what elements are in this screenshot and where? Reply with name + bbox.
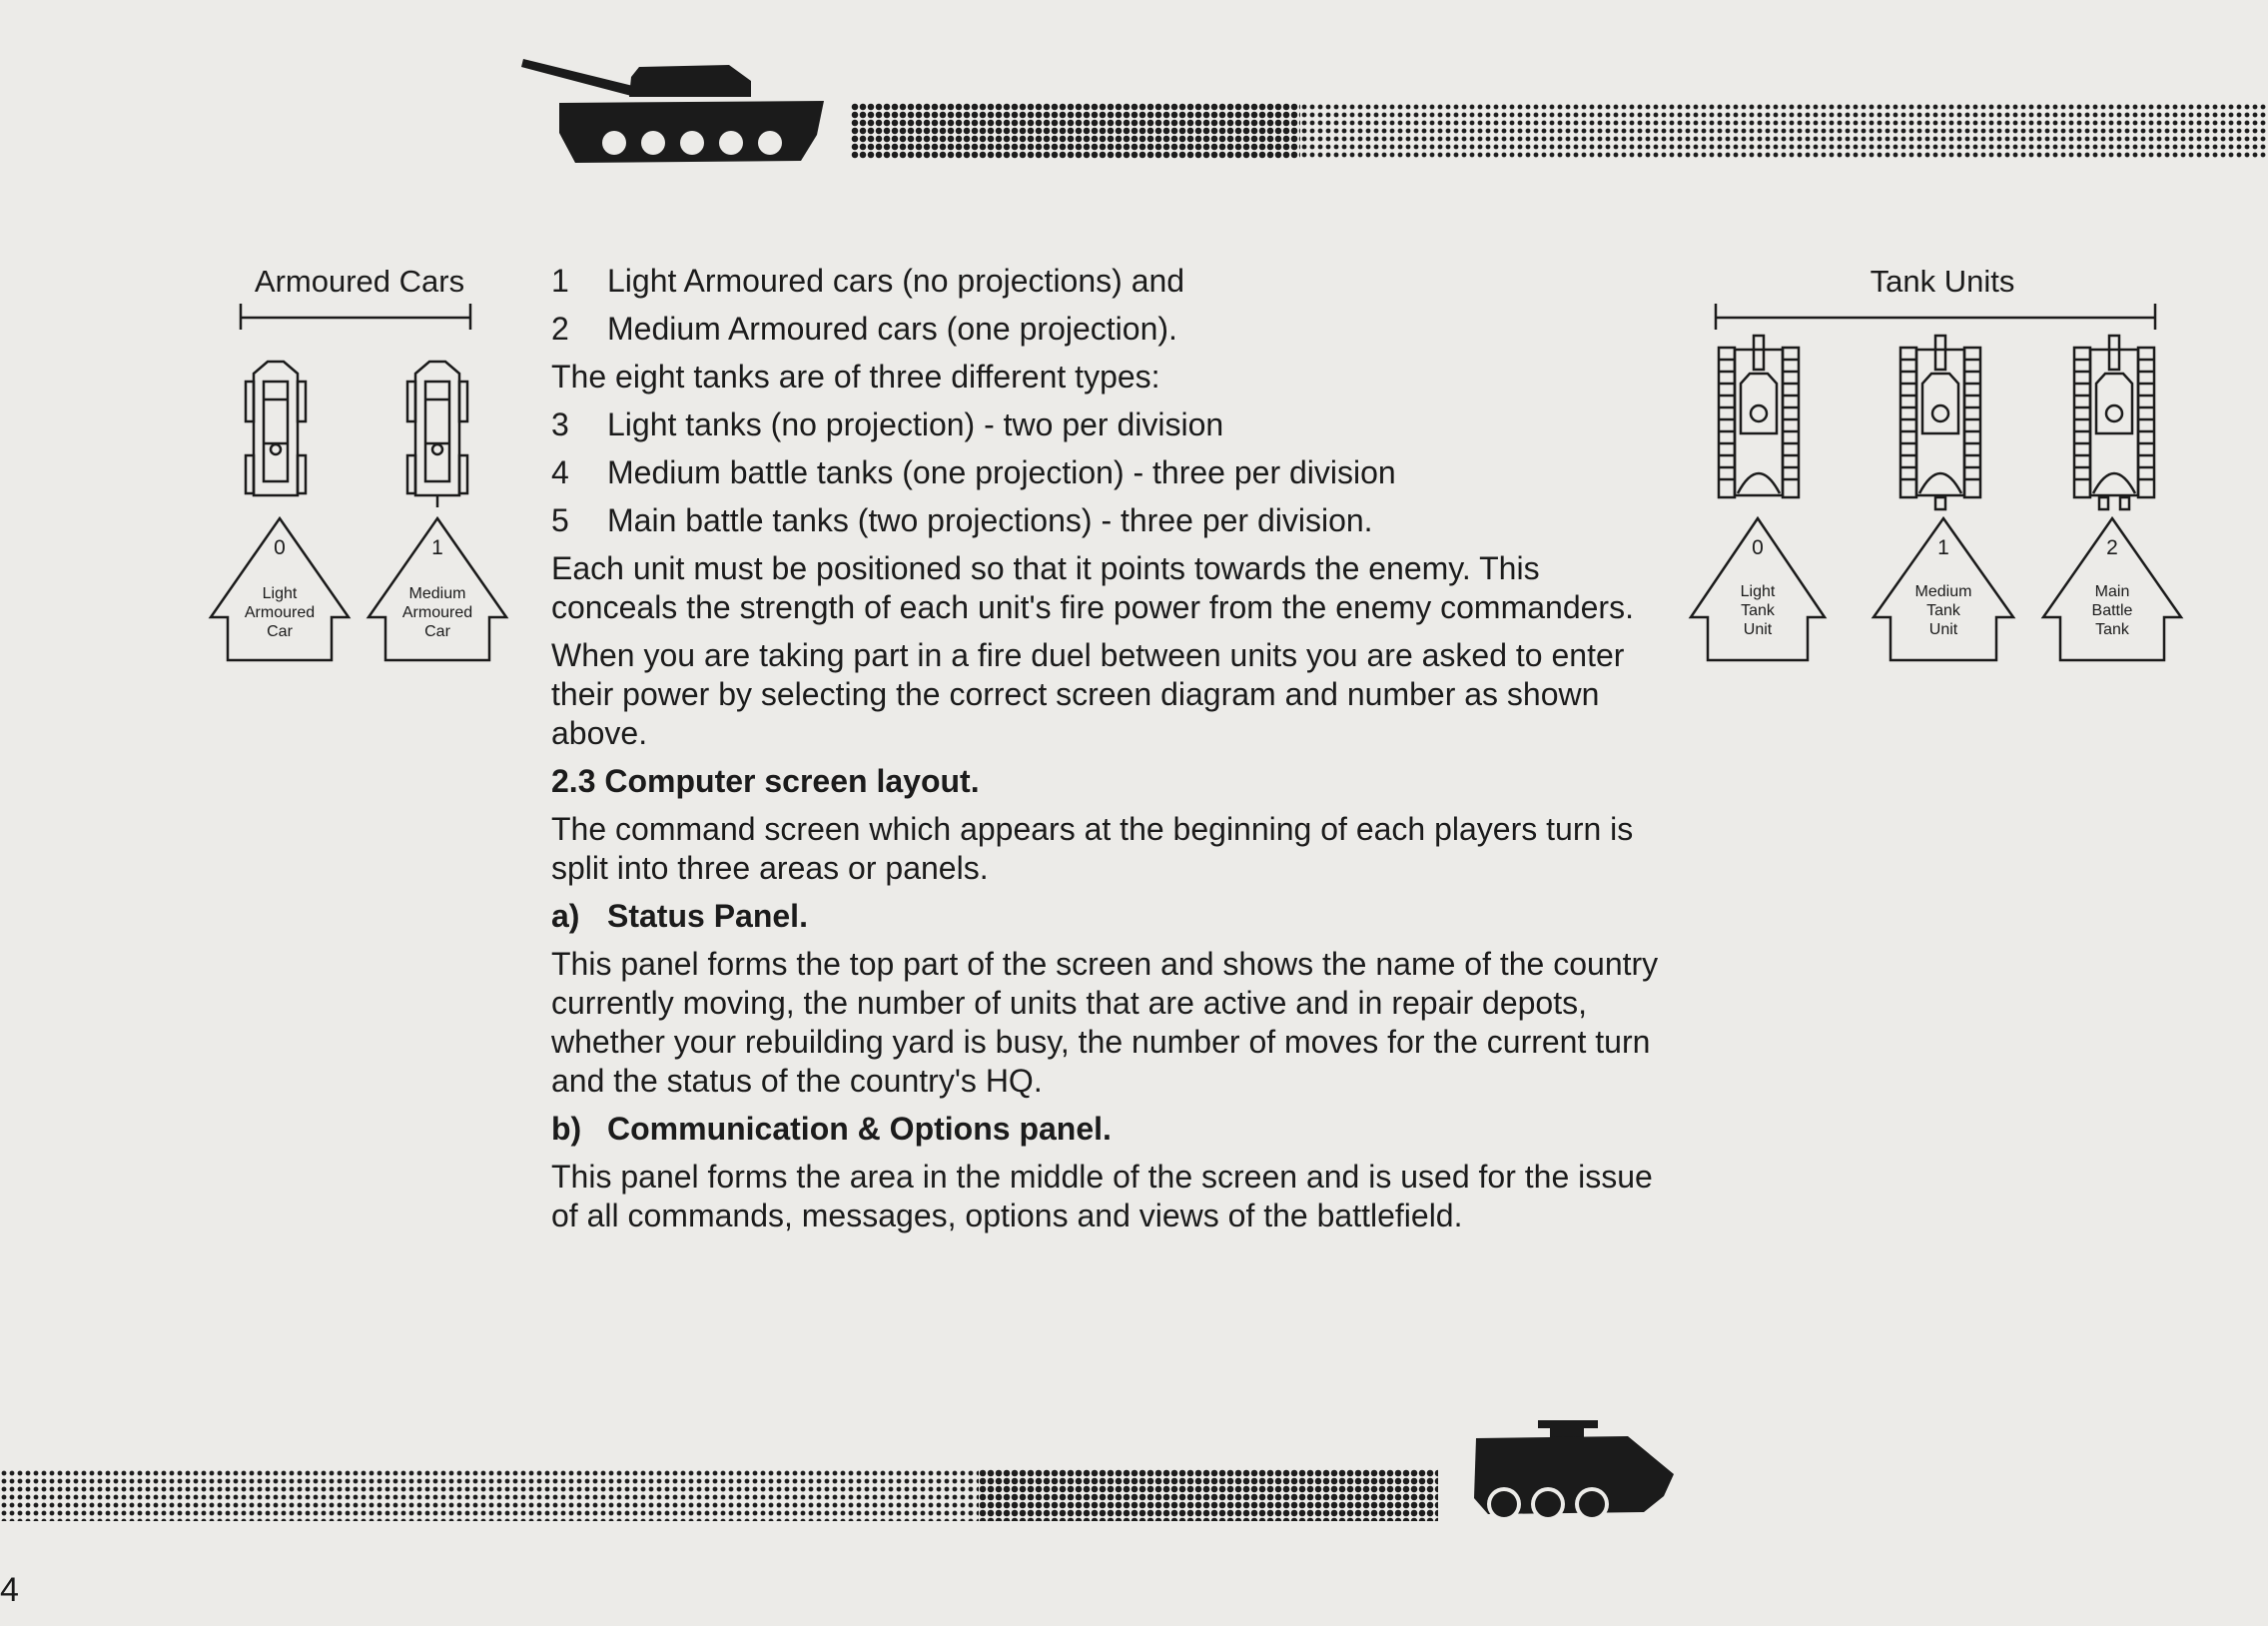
top-dotted-band-dense — [851, 103, 1300, 159]
list-item-number: 3 — [551, 406, 569, 442]
paragraph-positioning: Each unit must be positioned so that it points towards the enemy. This conceals the strength of each unit's fire power from the enemy commanders. — [551, 550, 1634, 625]
main-battle-tank-line1: Main — [2094, 583, 2130, 600]
subheading-communication-panel — [551, 1110, 1660, 1149]
list-item — [551, 501, 1660, 540]
list-item-number: 5 — [551, 502, 569, 538]
light-tank-unit-line2: Tank — [1741, 602, 1775, 619]
light-tank-icon — [1716, 334, 1802, 501]
main-text-column — [551, 262, 1660, 1244]
tank-units-bracket — [1713, 302, 2158, 332]
light-armoured-car-line3: Car — [267, 623, 293, 640]
light-armoured-car-line1: Light — [262, 585, 298, 602]
paragraph-communication-panel: This panel forms the area in the middle of the screen and is used for the issue of all commands, messages, options and views of the battlefield. — [551, 1159, 1653, 1233]
medium-tank-unit-marker — [1871, 515, 2016, 663]
subheading-text: Status Panel. — [607, 898, 808, 934]
light-armoured-car-value: 0 — [274, 536, 286, 559]
tank-silhouette-icon — [519, 55, 829, 170]
medium-armoured-car-line2: Armoured — [401, 604, 473, 621]
medium-tank-unit-line1: Medium — [1914, 583, 1972, 600]
medium-tank-unit-line2: Tank — [1926, 602, 1960, 619]
tank-units-title: Tank Units — [1870, 264, 2015, 299]
main-battle-tank-line3: Tank — [2095, 621, 2129, 638]
paragraph-command-screen: The command screen which appears at the beginning of each players turn is split into three areas or panels. — [551, 811, 1634, 886]
main-battle-tank-line2: Battle — [2091, 602, 2133, 619]
list-item-text: Medium battle tanks (one projection) - three per division — [607, 454, 1396, 490]
medium-armoured-car-icon — [401, 360, 473, 509]
list-item — [551, 406, 1660, 444]
section-number: 2.3 — [551, 763, 596, 799]
list-item-text: Light tanks (no projection) - two per division — [607, 406, 1224, 442]
bottom-dotted-band — [0, 1469, 979, 1521]
list-item — [551, 310, 1660, 349]
medium-armoured-car-line1: Medium — [408, 585, 466, 602]
page-number: 4 — [0, 1571, 19, 1609]
paragraph-fire-duel: When you are taking part in a fire duel between units you are asked to enter their power by selecting the correct screen diagram and number as shown above. — [551, 637, 1625, 751]
light-tank-unit-marker — [1688, 515, 1828, 663]
types-intro: The eight tanks are of three different types: — [551, 359, 1160, 395]
list-item-number: 1 — [551, 263, 569, 299]
light-tank-unit-line3: Unit — [1743, 621, 1773, 638]
list-item — [551, 453, 1660, 492]
list-item-number: 2 — [551, 311, 569, 347]
light-armoured-car-icon — [240, 360, 312, 499]
armoured-cars-bracket — [238, 302, 473, 332]
main-battle-tank-icon — [2071, 334, 2157, 513]
list-item-text: Main battle tanks (two projections) - three per division. — [607, 502, 1373, 538]
light-tank-unit-line1: Light — [1740, 583, 1776, 600]
bottom-dotted-band-dense — [979, 1469, 1438, 1521]
main-battle-tank-value: 2 — [2106, 536, 2118, 559]
paragraph-status-panel: This panel forms the top part of the screen and shows the name of the country currently moving, the number of units that are active and in repair depots, whether your rebuilding yard is busy, the number of moves for the current turn and the status of the country's HQ. — [551, 946, 1659, 1099]
section-heading — [551, 762, 1660, 801]
subheading-status-panel — [551, 897, 1660, 936]
medium-tank-unit-line3: Unit — [1928, 621, 1958, 638]
light-tank-unit-value: 0 — [1752, 536, 1764, 559]
light-armoured-car-marker — [208, 515, 352, 663]
light-armoured-car-line2: Armoured — [244, 604, 316, 621]
armoured-cars-title: Armoured Cars — [254, 264, 465, 299]
list-item — [551, 262, 1660, 301]
section-title: Computer screen layout. — [604, 763, 980, 799]
medium-tank-icon — [1897, 334, 1983, 513]
top-dotted-band — [1300, 103, 2268, 159]
list-item-text: Medium Armoured cars (one projection). — [607, 311, 1177, 347]
subheading-label: a) — [551, 898, 580, 934]
list-item-text: Light Armoured cars (no projections) and — [607, 263, 1185, 299]
medium-armoured-car-line3: Car — [424, 623, 450, 640]
medium-armoured-car-value: 1 — [431, 536, 443, 559]
main-battle-tank-marker — [2040, 515, 2184, 663]
armoured-car-silhouette-icon — [1468, 1416, 1678, 1528]
subheading-label: b) — [551, 1111, 582, 1147]
subheading-text: Communication & Options panel. — [607, 1111, 1112, 1147]
medium-armoured-car-marker — [366, 515, 509, 663]
medium-tank-unit-value: 1 — [1937, 536, 1949, 559]
list-item-number: 4 — [551, 454, 569, 490]
